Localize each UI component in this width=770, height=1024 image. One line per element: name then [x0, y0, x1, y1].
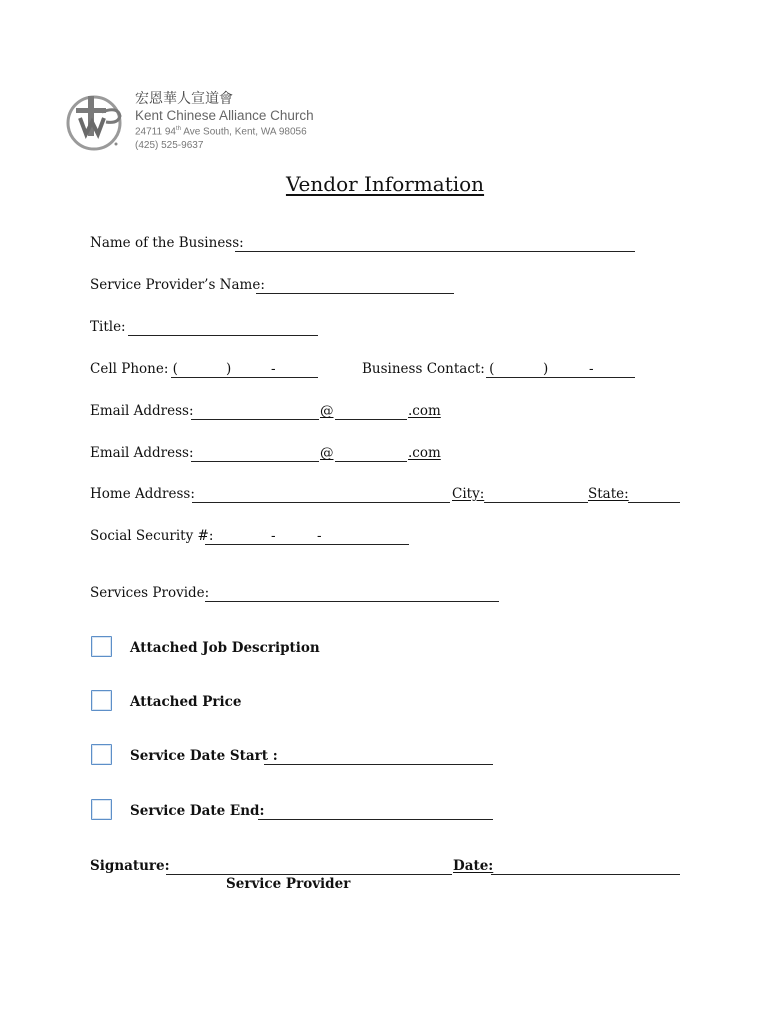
email-domain-field-1[interactable] [335, 405, 407, 420]
email-com-1: .com [408, 403, 441, 419]
date-start-label: Service Date Start : [130, 748, 278, 764]
home-address-field[interactable] [192, 488, 450, 503]
business-contact-field[interactable] [486, 363, 635, 378]
email-com-2: .com [408, 445, 441, 461]
email-label-1: Email Address: [90, 403, 194, 419]
ssn-field[interactable] [205, 530, 409, 545]
date-start-checkbox[interactable] [91, 744, 112, 765]
business-contact-dash: - [589, 361, 594, 377]
signature-field[interactable] [166, 860, 452, 875]
business-contact-paren: ) [543, 361, 549, 377]
city-field[interactable] [484, 488, 588, 503]
church-logo [66, 92, 124, 152]
business-contact-label: Business Contact: ( [362, 361, 495, 377]
cell-phone-dash: - [271, 361, 276, 377]
email-at-1: @ [320, 403, 334, 419]
title-field[interactable] [128, 321, 318, 336]
church-name-chinese: 宏恩華人宣道會 [135, 91, 233, 107]
email-user-field-2[interactable] [191, 447, 319, 462]
services-label: Services Provide: [90, 585, 210, 601]
provider-name-label: Service Provider’s Name: [90, 277, 265, 293]
price-checkbox[interactable] [91, 690, 112, 711]
price-label: Attached Price [130, 694, 242, 710]
ssn-dash-1: - [271, 528, 276, 544]
date-end-checkbox[interactable] [91, 799, 112, 820]
signature-label: Signature: [90, 858, 170, 874]
date-end-label: Service Date End: [130, 803, 265, 819]
title-label: Title: [90, 319, 126, 335]
page-title: Vendor Information [285, 172, 485, 196]
state-field[interactable] [628, 488, 680, 503]
church-phone: (425) 525-9637 [135, 140, 204, 151]
state-label: State: [588, 486, 629, 502]
business-name-label: Name of the Business: [90, 235, 244, 251]
date-label: Date: [453, 858, 494, 874]
job-description-label: Attached Job Description [130, 640, 320, 656]
signature-caption: Service Provider [226, 876, 351, 892]
church-name-english: Kent Chinese Alliance Church [135, 108, 314, 123]
business-name-field[interactable] [235, 237, 635, 252]
provider-name-field[interactable] [256, 279, 454, 294]
cell-phone-paren: ) [226, 361, 232, 377]
job-description-checkbox[interactable] [91, 636, 112, 657]
date-field[interactable] [491, 860, 680, 875]
cell-phone-label: Cell Phone: ( [90, 361, 178, 377]
cell-phone-field[interactable] [171, 363, 318, 378]
services-field[interactable] [205, 587, 499, 602]
email-domain-field-2[interactable] [335, 447, 407, 462]
home-address-label: Home Address: [90, 486, 195, 502]
email-label-2: Email Address: [90, 445, 194, 461]
ssn-label: Social Security #: [90, 528, 214, 544]
email-user-field-1[interactable] [191, 405, 319, 420]
city-label: City: [452, 486, 485, 502]
ssn-dash-2: - [317, 528, 322, 544]
date-end-field[interactable] [258, 805, 493, 820]
date-start-field[interactable] [264, 750, 493, 765]
email-at-2: @ [320, 445, 334, 461]
church-address: 24711 94th Ave South, Kent, WA 98056 [135, 126, 307, 138]
